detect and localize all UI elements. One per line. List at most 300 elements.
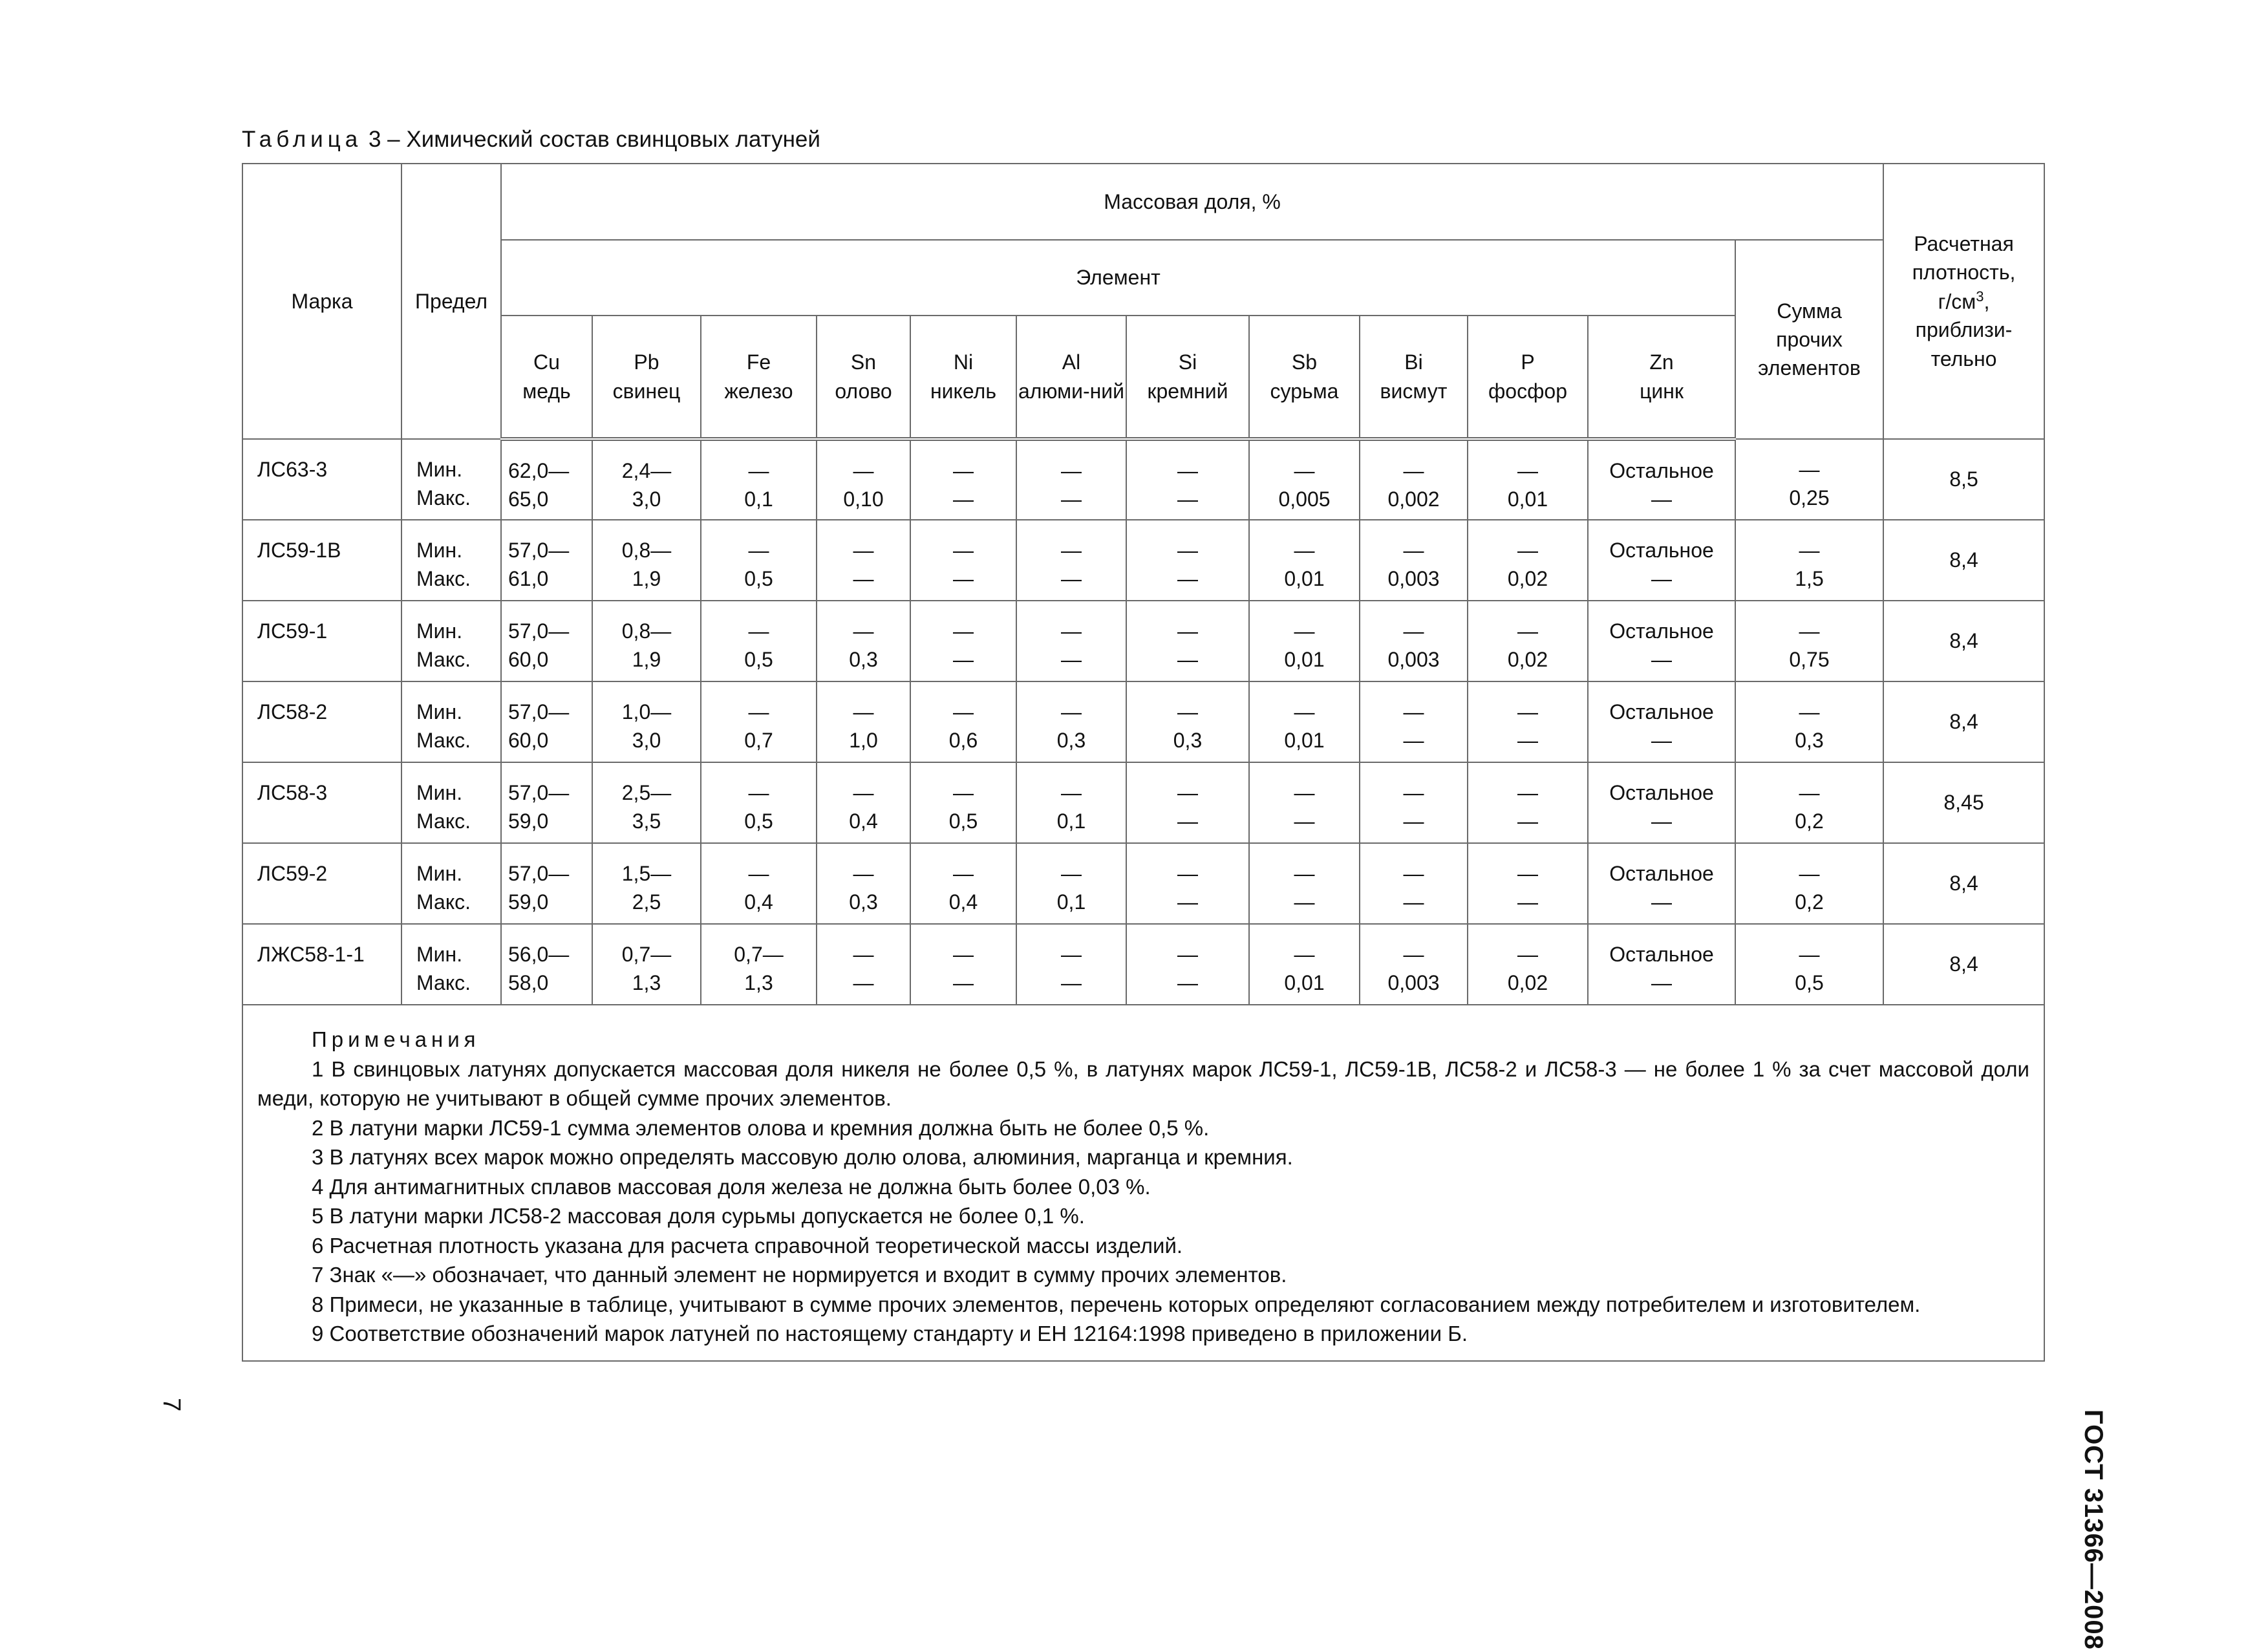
value-min: — bbox=[1517, 862, 1538, 885]
value-max: 3,0 bbox=[632, 488, 661, 511]
notes-title: Примечания bbox=[312, 1027, 480, 1051]
value-max: 0,4 bbox=[744, 890, 773, 914]
value-max: 0,3 bbox=[849, 648, 878, 672]
value-min: — bbox=[1517, 781, 1538, 804]
value-min: — bbox=[1294, 943, 1315, 966]
value-max: 0,3 bbox=[1795, 729, 1824, 753]
value-cell bbox=[501, 681, 592, 762]
value-max: 0,1 bbox=[1056, 890, 1086, 914]
limit-cell bbox=[401, 520, 501, 601]
element-name: висмут bbox=[1380, 379, 1448, 403]
header-density-superscript: 3 bbox=[1976, 288, 1984, 305]
standard-code: ГОСТ 31366—2008 bbox=[2079, 1409, 2108, 1650]
value-cell bbox=[1126, 439, 1249, 520]
value-min: — bbox=[953, 459, 974, 482]
table-row bbox=[242, 924, 2044, 1005]
grade-cell: ЛС59-1 bbox=[242, 601, 401, 681]
value-min: Остальное bbox=[1609, 700, 1714, 723]
header-element-0 bbox=[501, 316, 592, 439]
value-max: — bbox=[1177, 648, 1198, 672]
value-cell bbox=[1249, 520, 1360, 601]
value-min: 0,7— bbox=[621, 943, 672, 966]
value-cell bbox=[701, 924, 817, 1005]
value-cell bbox=[817, 520, 910, 601]
note-item: 5 В латуни марки ЛС58-2 массовая доля сурьмы допускается не более 0,1 %. bbox=[312, 1204, 1085, 1228]
value-cell bbox=[1735, 520, 1883, 601]
value-cell bbox=[1735, 681, 1883, 762]
element-name: алюми-ний bbox=[1018, 379, 1125, 403]
composition-table bbox=[242, 163, 2045, 1362]
value-cell bbox=[1735, 439, 1883, 520]
value-min: — bbox=[1177, 862, 1198, 885]
value-min: — bbox=[1403, 862, 1424, 885]
value-cell bbox=[1468, 762, 1588, 843]
value-max: — bbox=[1177, 809, 1198, 833]
value-max: 0,5 bbox=[744, 567, 773, 591]
value-max: 0,1 bbox=[1056, 809, 1086, 833]
limit-min: Мин. bbox=[416, 700, 463, 723]
value-max: 1,9 bbox=[632, 648, 661, 672]
value-max: — bbox=[1651, 809, 1672, 833]
value-max: 0,01 bbox=[1284, 648, 1325, 672]
element-symbol: Bi bbox=[1404, 350, 1423, 374]
caption-text: – Химический состав свинцовых латуней bbox=[387, 127, 820, 152]
value-max: 0,003 bbox=[1387, 971, 1440, 995]
value-cell bbox=[501, 843, 592, 924]
value-max: — bbox=[1517, 809, 1538, 833]
value-cell bbox=[1360, 843, 1468, 924]
value-min: — bbox=[1517, 539, 1538, 562]
value-cell bbox=[1360, 681, 1468, 762]
value-max: — bbox=[1403, 809, 1424, 833]
value-cell bbox=[1126, 924, 1249, 1005]
value-max: — bbox=[1177, 567, 1198, 591]
value-min: — bbox=[1177, 781, 1198, 804]
page-number: 7 bbox=[158, 1398, 185, 1412]
value-cell bbox=[1016, 762, 1126, 843]
value-max: 0,6 bbox=[948, 729, 978, 753]
value-min: — bbox=[748, 781, 769, 804]
value-min: — bbox=[748, 700, 769, 723]
value-cell bbox=[592, 681, 701, 762]
value-min: — bbox=[1517, 943, 1538, 966]
header-element-7 bbox=[1249, 316, 1360, 439]
density-cell: 8,45 bbox=[1883, 762, 2044, 843]
value-max: 1,5 bbox=[1795, 567, 1824, 591]
value-cell bbox=[1468, 681, 1588, 762]
value-min: — bbox=[853, 862, 874, 885]
value-cell bbox=[910, 601, 1016, 681]
value-min: — bbox=[853, 459, 874, 482]
value-max: 0,02 bbox=[1507, 971, 1548, 995]
value-cell bbox=[1126, 681, 1249, 762]
value-max: 1,3 bbox=[632, 971, 661, 995]
value-max: 1,3 bbox=[744, 971, 773, 995]
element-symbol: Sb bbox=[1291, 350, 1318, 374]
value-min: — bbox=[748, 459, 769, 482]
value-min: — bbox=[853, 943, 874, 966]
value-min: — bbox=[953, 539, 974, 562]
value-min: — bbox=[748, 539, 769, 562]
header-element-8 bbox=[1360, 316, 1468, 439]
table-row bbox=[242, 439, 2044, 520]
value-min: — bbox=[1403, 459, 1424, 482]
value-min: — bbox=[853, 619, 874, 643]
value-cell bbox=[1016, 601, 1126, 681]
value-min: — bbox=[853, 700, 874, 723]
value-min: 56,0— bbox=[508, 943, 570, 966]
value-min: — bbox=[1294, 459, 1315, 482]
value-min: — bbox=[1403, 700, 1424, 723]
value-max: 0,75 bbox=[1789, 648, 1830, 672]
notes-list bbox=[257, 1055, 2029, 1349]
value-max: 0,01 bbox=[1284, 567, 1325, 591]
value-min: — bbox=[1517, 459, 1538, 482]
value-cell bbox=[1016, 681, 1126, 762]
table-row bbox=[242, 762, 2044, 843]
grade-cell: ЛС58-2 bbox=[242, 681, 401, 762]
density-cell: 8,4 bbox=[1883, 601, 2044, 681]
value-cell bbox=[1126, 843, 1249, 924]
value-min: 62,0— bbox=[508, 459, 570, 482]
value-min: — bbox=[1061, 619, 1082, 643]
value-max: — bbox=[1061, 567, 1082, 591]
value-cell bbox=[817, 439, 910, 520]
header-mass-fraction: Массовая доля, % bbox=[501, 164, 1883, 240]
value-cell bbox=[1588, 762, 1735, 843]
value-cell bbox=[1016, 924, 1126, 1005]
caption-number: 3 bbox=[368, 127, 381, 152]
value-max: 1,0 bbox=[849, 729, 878, 753]
value-max: 0,3 bbox=[849, 890, 878, 914]
value-max: 0,25 bbox=[1789, 486, 1830, 510]
value-min: Остальное bbox=[1609, 539, 1714, 562]
limit-max: Макс. bbox=[416, 486, 471, 510]
value-cell bbox=[1735, 843, 1883, 924]
limit-cell bbox=[401, 924, 501, 1005]
value-min: — bbox=[1177, 700, 1198, 723]
value-cell bbox=[910, 762, 1016, 843]
value-min: — bbox=[1061, 781, 1082, 804]
value-min: — bbox=[1294, 862, 1315, 885]
note-item: 7 Знак «—» обозначает, что данный элемент не нормируется и входит в сумму прочих элементов. bbox=[312, 1263, 1287, 1287]
value-max: — bbox=[853, 971, 874, 995]
value-min: — bbox=[1403, 943, 1424, 966]
value-cell bbox=[1468, 601, 1588, 681]
value-min: — bbox=[1799, 619, 1820, 643]
value-max: 65,0 bbox=[508, 488, 549, 511]
value-max: — bbox=[1651, 890, 1672, 914]
value-cell bbox=[701, 439, 817, 520]
value-cell bbox=[1588, 681, 1735, 762]
value-max: 0,3 bbox=[1173, 729, 1203, 753]
note-item: 1 В свинцовых латунях допускается массовая доля никеля не более 0,5 %, в латунях марок ЛС59-1, ЛС59-1В, ЛС58-2 и ЛС58-3 — не более 1 % за счет массовой доли меди, которую не учитывают в общей сумме прочих элементов. bbox=[257, 1056, 2029, 1111]
value-cell bbox=[501, 520, 592, 601]
value-cell bbox=[592, 439, 701, 520]
header-element-4 bbox=[910, 316, 1016, 439]
value-max: 0,5 bbox=[744, 809, 773, 833]
header-element-1 bbox=[592, 316, 701, 439]
value-max: — bbox=[1403, 729, 1424, 753]
value-max: 59,0 bbox=[508, 890, 549, 914]
value-min: — bbox=[1061, 459, 1082, 482]
value-max: 0,01 bbox=[1284, 971, 1325, 995]
value-cell bbox=[501, 924, 592, 1005]
value-cell bbox=[1016, 843, 1126, 924]
value-max: 0,2 bbox=[1795, 890, 1824, 914]
value-max: 0,5 bbox=[948, 809, 978, 833]
element-symbol: Si bbox=[1178, 350, 1197, 374]
header-element-9 bbox=[1468, 316, 1588, 439]
element-name: медь bbox=[522, 379, 571, 403]
value-min: — bbox=[1517, 619, 1538, 643]
density-cell: 8,4 bbox=[1883, 924, 2044, 1005]
value-max: — bbox=[1177, 488, 1198, 511]
value-max: 0,02 bbox=[1507, 648, 1548, 672]
value-max: 61,0 bbox=[508, 567, 549, 591]
value-cell bbox=[1249, 924, 1360, 1005]
value-max: — bbox=[853, 567, 874, 591]
value-cell bbox=[910, 520, 1016, 601]
note-item: 8 Примеси, не указанные в таблице, учитывают в сумме прочих элементов, перечень которых определяют согласованием между потребителем и изготовителем. bbox=[312, 1292, 1921, 1316]
header-others-sum bbox=[1735, 240, 1883, 439]
value-min: — bbox=[1294, 700, 1315, 723]
value-min: 1,5— bbox=[621, 862, 672, 885]
value-min: Остальное bbox=[1609, 781, 1714, 804]
value-min: 57,0— bbox=[508, 781, 570, 804]
value-cell bbox=[910, 439, 1016, 520]
element-name: кремний bbox=[1147, 379, 1228, 403]
value-max: — bbox=[1651, 648, 1672, 672]
grade-cell: ЛЖС58-1-1 bbox=[242, 924, 401, 1005]
limit-max: Макс. bbox=[416, 809, 471, 833]
value-min: 0,8— bbox=[621, 539, 672, 562]
value-cell bbox=[817, 924, 910, 1005]
table-row bbox=[242, 520, 2044, 601]
value-cell bbox=[1468, 439, 1588, 520]
value-min: — bbox=[1403, 619, 1424, 643]
value-min: — bbox=[1177, 459, 1198, 482]
value-min: 2,4— bbox=[621, 459, 672, 482]
value-max: 58,0 bbox=[508, 971, 549, 995]
header-element-2 bbox=[701, 316, 817, 439]
value-min: 57,0— bbox=[508, 539, 570, 562]
value-cell bbox=[1249, 681, 1360, 762]
element-symbol: Pb bbox=[634, 350, 659, 374]
value-max: 2,5 bbox=[632, 890, 661, 914]
value-cell bbox=[592, 924, 701, 1005]
value-min: — bbox=[1403, 781, 1424, 804]
element-symbol: Zn bbox=[1649, 350, 1674, 374]
header-density-label-end: , приблизи-тельно bbox=[1915, 290, 2013, 370]
value-min: Остальное bbox=[1609, 862, 1714, 885]
value-cell bbox=[1249, 439, 1360, 520]
value-max: — bbox=[1651, 567, 1672, 591]
table-row bbox=[242, 681, 2044, 762]
value-cell bbox=[592, 520, 701, 601]
value-min: 1,0— bbox=[621, 700, 672, 723]
value-max: — bbox=[1651, 971, 1672, 995]
value-cell bbox=[701, 681, 817, 762]
value-min: — bbox=[1177, 539, 1198, 562]
density-cell: 8,4 bbox=[1883, 843, 2044, 924]
limit-min: Мин. bbox=[416, 862, 463, 885]
value-max: 59,0 bbox=[508, 809, 549, 833]
density-cell: 8,4 bbox=[1883, 520, 2044, 601]
header-element-3 bbox=[817, 316, 910, 439]
value-min: 2,5— bbox=[621, 781, 672, 804]
value-max: 3,5 bbox=[632, 809, 661, 833]
value-cell bbox=[592, 843, 701, 924]
header-others-sum-label: Сумма прочих элементов bbox=[1758, 299, 1861, 380]
limit-min: Мин. bbox=[416, 539, 463, 562]
limit-min: Мин. bbox=[416, 943, 463, 966]
value-min: — bbox=[1799, 458, 1820, 481]
value-max: 0,2 bbox=[1795, 809, 1824, 833]
value-min: — bbox=[1177, 619, 1198, 643]
limit-cell bbox=[401, 681, 501, 762]
element-symbol: Cu bbox=[533, 350, 560, 374]
limit-cell bbox=[401, 762, 501, 843]
limit-max: Макс. bbox=[416, 567, 471, 591]
grade-cell: ЛС59-2 bbox=[242, 843, 401, 924]
value-min: — bbox=[1403, 539, 1424, 562]
value-min: — bbox=[1517, 700, 1538, 723]
table-caption bbox=[242, 127, 820, 153]
value-cell bbox=[817, 843, 910, 924]
value-max: — bbox=[1517, 890, 1538, 914]
value-cell bbox=[1016, 520, 1126, 601]
value-max: — bbox=[953, 488, 974, 511]
element-symbol: Al bbox=[1062, 350, 1081, 374]
value-cell bbox=[1468, 924, 1588, 1005]
value-min: — bbox=[1294, 619, 1315, 643]
value-cell bbox=[910, 924, 1016, 1005]
value-min: — bbox=[1294, 781, 1315, 804]
limit-min: Мин. bbox=[416, 781, 463, 804]
value-min: — bbox=[953, 943, 974, 966]
value-min: — bbox=[953, 619, 974, 643]
value-cell bbox=[501, 762, 592, 843]
value-cell bbox=[701, 601, 817, 681]
value-cell bbox=[501, 439, 592, 520]
value-cell bbox=[1360, 762, 1468, 843]
value-min: — bbox=[953, 781, 974, 804]
value-cell bbox=[701, 762, 817, 843]
limit-max: Макс. bbox=[416, 729, 471, 753]
value-max: — bbox=[1517, 729, 1538, 753]
note-item: 2 В латуни марки ЛС59-1 сумма элементов олова и кремния должна быть не более 0,5 %. bbox=[312, 1115, 1210, 1140]
limit-cell bbox=[401, 439, 501, 520]
value-min: Остальное bbox=[1609, 943, 1714, 966]
value-cell bbox=[1468, 843, 1588, 924]
grade-cell: ЛС63-3 bbox=[242, 439, 401, 520]
value-max: 0,1 bbox=[744, 488, 773, 511]
table-row bbox=[242, 843, 2044, 924]
value-cell bbox=[1735, 924, 1883, 1005]
value-max: — bbox=[1061, 971, 1082, 995]
value-min: — bbox=[1177, 943, 1198, 966]
value-max: — bbox=[1651, 488, 1672, 511]
value-min: — bbox=[1061, 700, 1082, 723]
value-max: — bbox=[1177, 890, 1198, 914]
value-max: 0,02 bbox=[1507, 567, 1548, 591]
value-min: — bbox=[1799, 943, 1820, 966]
limit-max: Макс. bbox=[416, 971, 471, 995]
value-min: — bbox=[953, 862, 974, 885]
value-max: 3,0 bbox=[632, 729, 661, 753]
value-min: 0,8— bbox=[621, 619, 672, 643]
value-min: — bbox=[853, 781, 874, 804]
value-max: 60,0 bbox=[508, 648, 549, 672]
value-min: Остальное bbox=[1609, 619, 1714, 643]
limit-cell bbox=[401, 843, 501, 924]
value-max: 0,4 bbox=[948, 890, 978, 914]
value-cell bbox=[1126, 520, 1249, 601]
header-element-5 bbox=[1016, 316, 1126, 439]
value-cell bbox=[592, 601, 701, 681]
element-name: сурьма bbox=[1270, 379, 1339, 403]
value-max: — bbox=[1403, 890, 1424, 914]
value-min: 57,0— bbox=[508, 862, 570, 885]
value-cell bbox=[817, 601, 910, 681]
header-density bbox=[1883, 164, 2044, 439]
limit-max: Макс. bbox=[416, 890, 471, 914]
value-max: — bbox=[953, 567, 974, 591]
element-name: свинец bbox=[612, 379, 681, 403]
element-name: железо bbox=[724, 379, 793, 403]
value-cell bbox=[1588, 439, 1735, 520]
density-cell: 8,4 bbox=[1883, 681, 2044, 762]
value-min: — bbox=[1799, 781, 1820, 804]
header-limit: Предел bbox=[401, 164, 501, 439]
value-cell bbox=[1249, 843, 1360, 924]
value-min: Остальное bbox=[1609, 459, 1714, 482]
value-cell bbox=[910, 681, 1016, 762]
note-item: 9 Соответствие обозначений марок латуней по настоящему стандарту и ЕН 12164:1998 приведено в приложении Б. bbox=[312, 1322, 1468, 1346]
element-symbol: P bbox=[1521, 350, 1535, 374]
value-max: 0,5 bbox=[1795, 971, 1824, 995]
value-cell bbox=[1588, 520, 1735, 601]
value-max: — bbox=[953, 648, 974, 672]
element-name: фосфор bbox=[1488, 379, 1568, 403]
header-grade: Марка bbox=[242, 164, 401, 439]
element-name: никель bbox=[930, 379, 996, 403]
value-max: — bbox=[1177, 971, 1198, 995]
value-max: 0,5 bbox=[744, 648, 773, 672]
note-item: 4 Для антимагнитных сплавов массовая доля железа не должна быть более 0,03 %. bbox=[312, 1174, 1151, 1199]
header-element: Элемент bbox=[501, 240, 1735, 316]
header-density-label: Расчетная плотность, г/см bbox=[1912, 232, 2016, 314]
element-name: цинк bbox=[1640, 379, 1684, 403]
value-min: — bbox=[1061, 862, 1082, 885]
value-max: — bbox=[1651, 729, 1672, 753]
value-min: 0,7— bbox=[734, 943, 784, 966]
value-max: 0,005 bbox=[1278, 488, 1331, 511]
notes-section bbox=[242, 1005, 2044, 1361]
value-max: 60,0 bbox=[508, 729, 549, 753]
value-min: — bbox=[748, 862, 769, 885]
value-max: — bbox=[953, 971, 974, 995]
caption-prefix: Таблица bbox=[242, 127, 363, 152]
value-min: — bbox=[1799, 539, 1820, 562]
value-cell bbox=[1588, 601, 1735, 681]
value-cell bbox=[1588, 924, 1735, 1005]
value-cell bbox=[1126, 601, 1249, 681]
limit-min: Мин. bbox=[416, 619, 463, 643]
value-max: 0,10 bbox=[843, 488, 884, 511]
value-cell bbox=[1360, 924, 1468, 1005]
